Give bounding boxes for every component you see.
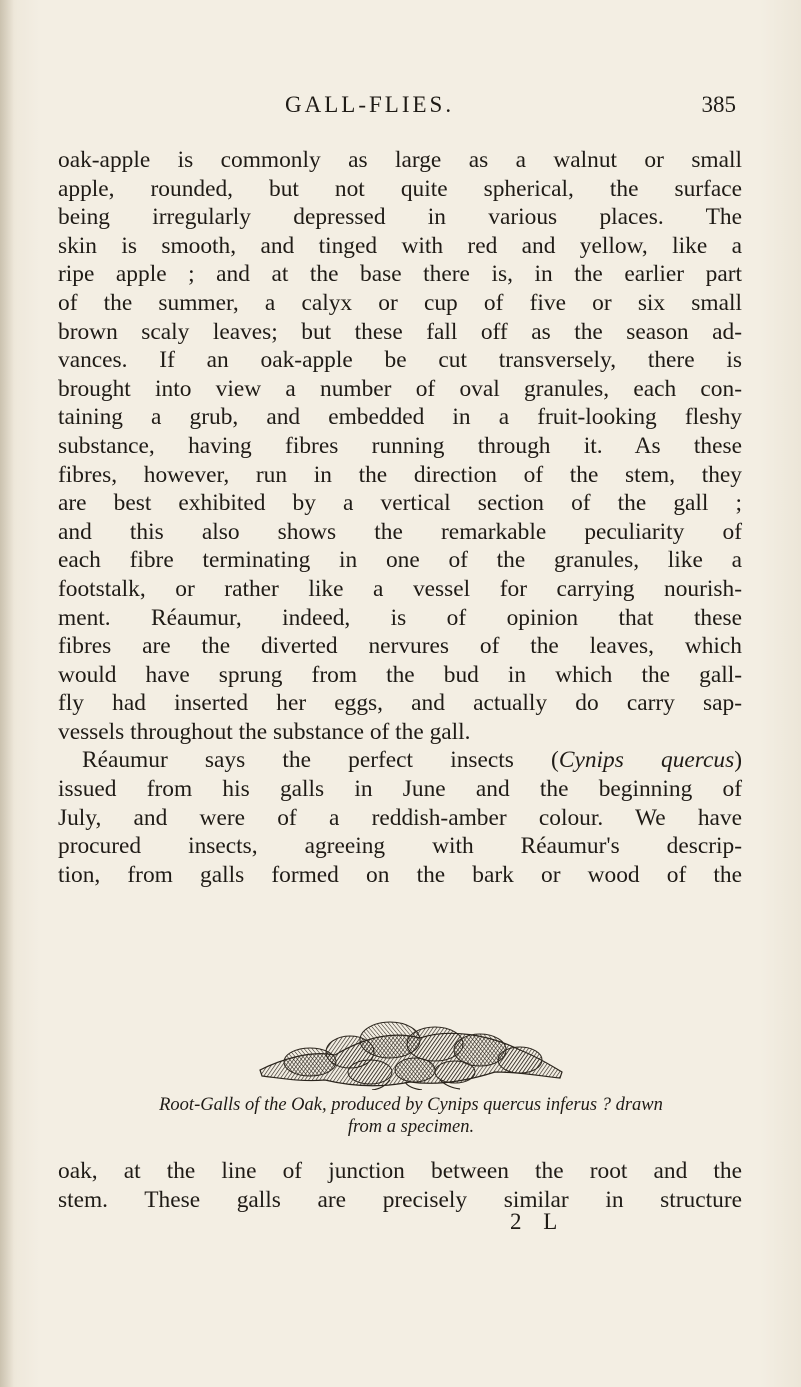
figure-caption	[86, 1094, 736, 1138]
main-text	[58, 146, 742, 889]
text-line: and this also shows the remarkable peculiarity of	[58, 518, 742, 545]
running-head: GALL-FLIES.	[285, 92, 455, 117]
text-line: of the summer, a calyx or cup of five or six small	[58, 289, 742, 316]
text-line: skin is smooth, and tinged with red and yellow, like a	[58, 232, 742, 259]
text-line: would have sprung from the bud in which the gall-	[58, 661, 742, 688]
text-fragment: )	[734, 747, 742, 774]
text-line: tion, from galls formed on the bark or wood of the	[58, 861, 742, 888]
main-text-continued	[58, 1157, 742, 1214]
page-gutter-shadow	[0, 0, 14, 1387]
text-line: stem. These galls are precisely similar in structure	[58, 1186, 742, 1213]
text-line: vances. If an oak-apple be cut transversely, there is	[58, 347, 742, 374]
text-line: vessels throughout the substance of the gall.	[58, 718, 471, 745]
root-galls-engraving-icon	[240, 1010, 570, 1090]
text-line: issued from his galls in June and the beginning of	[58, 776, 742, 803]
text-line: being irregularly depressed in various places. The	[58, 204, 742, 231]
text-line: ment. Réaumur, indeed, is of opinion that these	[58, 604, 742, 631]
species-name: Cynips quercus	[558, 747, 735, 774]
text-line: oak-apple is commonly as large as a walnut or small	[58, 147, 742, 173]
text-line: footstalk, or rather like a vessel for carrying nourish-	[58, 575, 742, 602]
signature-mark: 2 L	[510, 1209, 566, 1234]
text-line: fibres are the diverted nervures of the leaves, which	[58, 633, 742, 660]
text-line: brought into view a number of oval granules, each con-	[58, 375, 742, 402]
text-line: brown scaly leaves; but these fall off as the season ad-	[58, 318, 742, 345]
text-line: fibres, however, run in the direction of the stem, they	[58, 461, 742, 488]
page-number: 385	[701, 92, 736, 117]
text-line: July, and were of a reddish-amber colour. We have	[58, 804, 742, 831]
text-line: are best exhibited by a vertical section of the gall ;	[58, 490, 742, 517]
text-line: taining a grub, and embedded in a fruit-looking fleshy	[58, 404, 742, 431]
text-line: each fibre terminating in one of the granules, like a	[58, 547, 742, 574]
text-fragment: Réaumur says the perfect insects (	[82, 747, 559, 774]
text-line: procured insects, agreeing with Réaumur's descrip-	[58, 833, 742, 860]
text-line: substance, having fibres running through it. As these	[58, 432, 742, 459]
text-line	[58, 746, 742, 775]
caption-line: from a specimen.	[347, 1117, 475, 1137]
text-line: fly had inserted her eggs, and actually do carry sap-	[58, 690, 742, 717]
caption-line: Root-Galls of the Oak, produced by Cynips quercus inferus ? drawn	[159, 1095, 663, 1115]
text-line: oak, at the line of junction between the root and the	[58, 1158, 742, 1184]
root-galls-illustration	[240, 1010, 570, 1090]
text-line: apple, rounded, but not quite spherical, the surface	[58, 175, 742, 202]
page-header	[60, 92, 740, 124]
text-line: ripe apple ; and at the base there is, in the earlier part	[58, 261, 742, 288]
